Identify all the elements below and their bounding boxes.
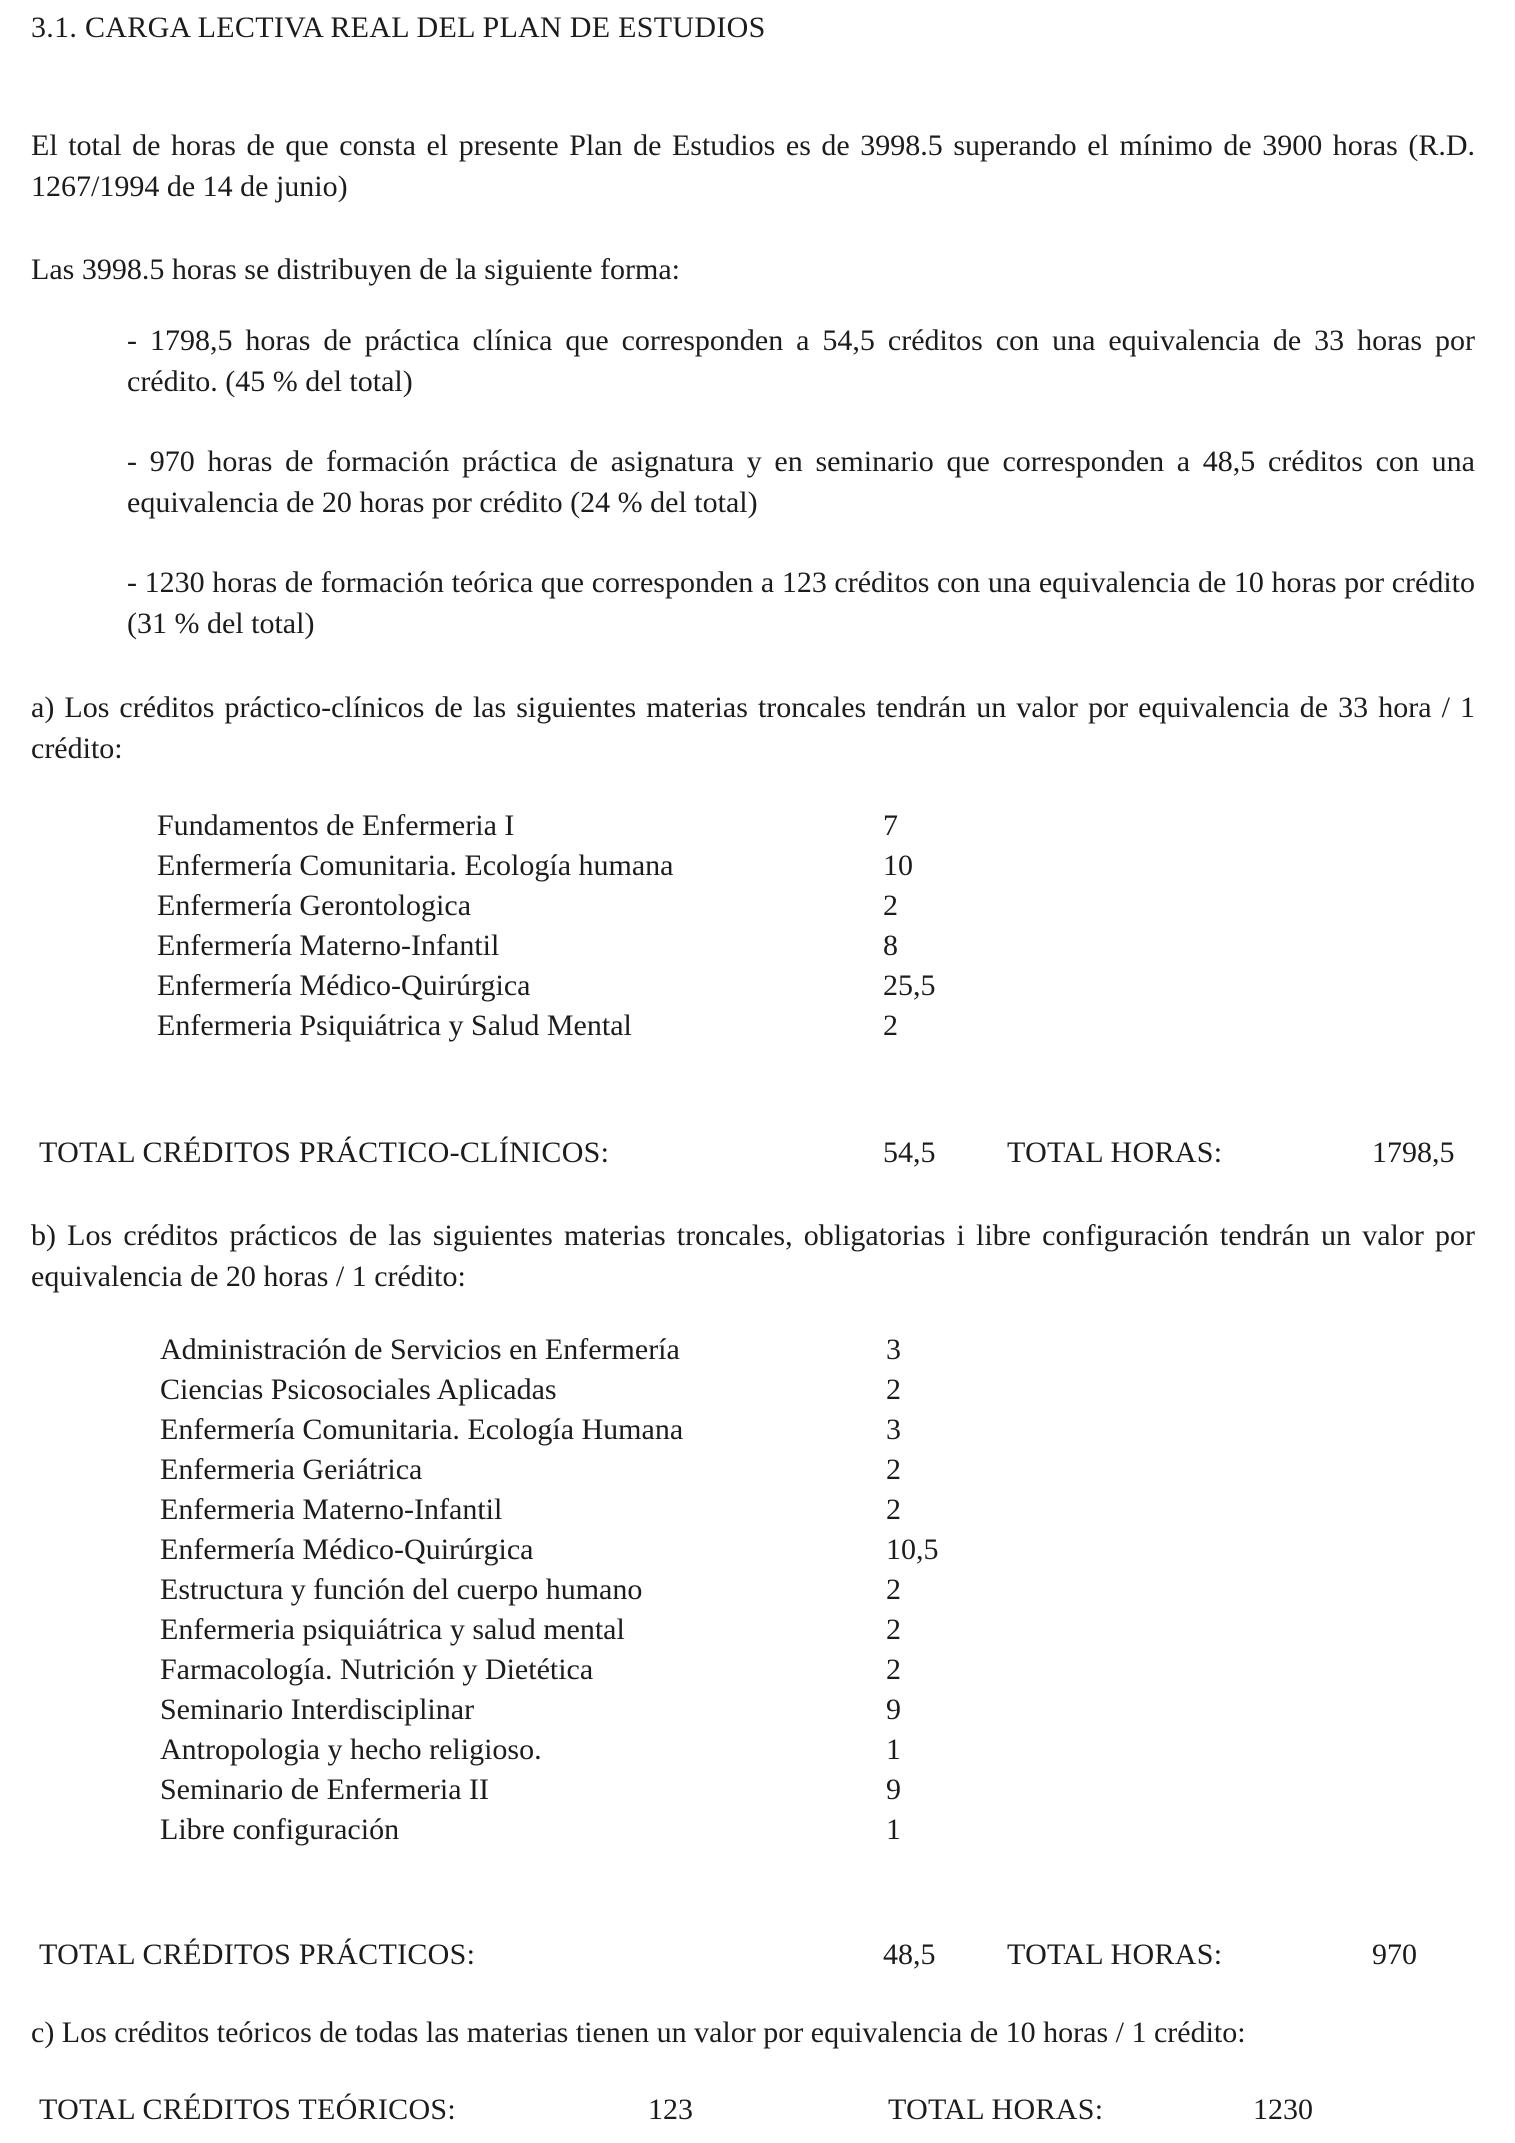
total-hours-label: TOTAL HORAS: [888,2093,1104,2126]
subject-credits: 3 [886,1333,901,1366]
subject-credits: 2 [886,1573,901,1606]
distribution-lead: Las 3998.5 horas se distribuyen de la siguiente forma: [31,253,681,286]
subject-name: Farmacología. Nutrición y Dietética [160,1653,594,1686]
subject-credits: 2 [886,1453,901,1486]
subject-credits: 25,5 [883,969,936,1002]
subject-name: Enfermería Médico-Quirúrgica [157,969,531,1002]
subject-credits: 2 [883,889,898,922]
subject-name: Enfermería Gerontologica [157,889,472,922]
subject-name: Enfermeria Geriátrica [160,1453,423,1486]
subject-name: Enfermería Materno-Infantil [157,929,500,962]
total-credits-value: 123 [648,2093,693,2126]
section-title: 3.1. CARGA LECTIVA REAL DEL PLAN DE ESTUDIOS [31,11,766,44]
total-hours-value: 1230 [1253,2093,1313,2126]
total-credits-label: TOTAL CRÉDITOS TEÓRICOS: [39,2093,457,2126]
distribution-item-theoretical: - 1230 horas de formación teórica que corresponden a 123 créditos con una equivalencia de 10 horas por crédito (31 % del total) [127,566,1475,640]
subject-name: Administración de Servicios en Enfermería [160,1333,680,1366]
subject-credits: 2 [886,1613,901,1646]
subject-name: Enfermería Médico-Quirúrgica [160,1533,534,1566]
subject-name: Enfermeria Materno-Infantil [160,1493,503,1526]
total-hours-label: TOTAL HORAS: [1007,1136,1223,1169]
subject-credits: 8 [883,929,898,962]
total-credits-label: TOTAL CRÉDITOS PRÁCTICOS: [39,1938,476,1971]
subject-name: Enfermeria psiquiátrica y salud mental [160,1613,625,1646]
subject-credits: 1 [886,1813,901,1846]
section-b-intro: b) Los créditos prácticos de las siguientes materias troncales, obligatorias i libre configuración tendrán un valor por equivalencia de 20 horas / 1 crédito: [31,1219,1475,1293]
subject-name: Seminario Interdisciplinar [160,1693,475,1726]
subject-credits: 2 [883,1009,898,1042]
distribution-item-clinical: - 1798,5 horas de práctica clínica que corresponden a 54,5 créditos con una equivalencia de 33 horas por crédito. (45 % del total) [127,324,1475,398]
subject-credits: 3 [886,1413,901,1446]
subject-credits: 9 [886,1693,901,1726]
subject-name: Fundamentos de Enfermeria I [157,809,515,842]
total-hours-label: TOTAL HORAS: [1007,1938,1223,1971]
subject-credits: 2 [886,1493,901,1526]
section-c-intro: c) Los créditos teóricos de todas las materias tienen un valor por equivalencia de 10 horas / 1 crédito: [31,2016,1246,2049]
subject-credits: 10,5 [886,1533,939,1566]
subject-credits: 2 [886,1653,901,1686]
subject-name: Seminario de Enfermeria II [160,1773,490,1806]
subject-credits: 10 [883,849,913,882]
subject-credits: 7 [883,809,898,842]
subject-name: Estructura y función del cuerpo humano [160,1573,643,1606]
subject-name: Enfermeria Psiquiátrica y Salud Mental [157,1009,632,1042]
total-hours-value: 1798,5 [1372,1136,1455,1169]
subject-name: Antropologia y hecho religioso. [160,1733,542,1766]
subject-name: Enfermería Comunitaria. Ecología Humana [160,1413,684,1446]
subject-name: Enfermería Comunitaria. Ecología humana [157,849,674,882]
total-credits-label: TOTAL CRÉDITOS PRÁCTICO-CLÍNICOS: [39,1136,610,1169]
total-credits-value: 48,5 [883,1938,936,1971]
subject-credits: 2 [886,1373,901,1406]
subject-credits: 9 [886,1773,901,1806]
subject-credits: 1 [886,1733,901,1766]
subject-name: Ciencias Psicosociales Aplicadas [160,1373,557,1406]
total-hours-value: 970 [1372,1938,1417,1971]
section-a-intro: a) Los créditos práctico-clínicos de las siguientes materias troncales tendrán un valor por equivalencia de 33 hora / 1 crédito: [31,691,1475,765]
subject-name: Libre configuración [160,1813,400,1846]
intro-paragraph: El total de horas de que consta el presente Plan de Estudios es de 3998.5 superando el mínimo de 3900 horas (R.D. 1267/1994 de 14 de junio) [31,129,1475,203]
total-credits-value: 54,5 [883,1136,936,1169]
distribution-item-practical: - 970 horas de formación práctica de asignatura y en seminario que corresponden a 48,5 créditos con una equivalencia de 20 horas por crédito (24 % del total) [127,445,1475,519]
